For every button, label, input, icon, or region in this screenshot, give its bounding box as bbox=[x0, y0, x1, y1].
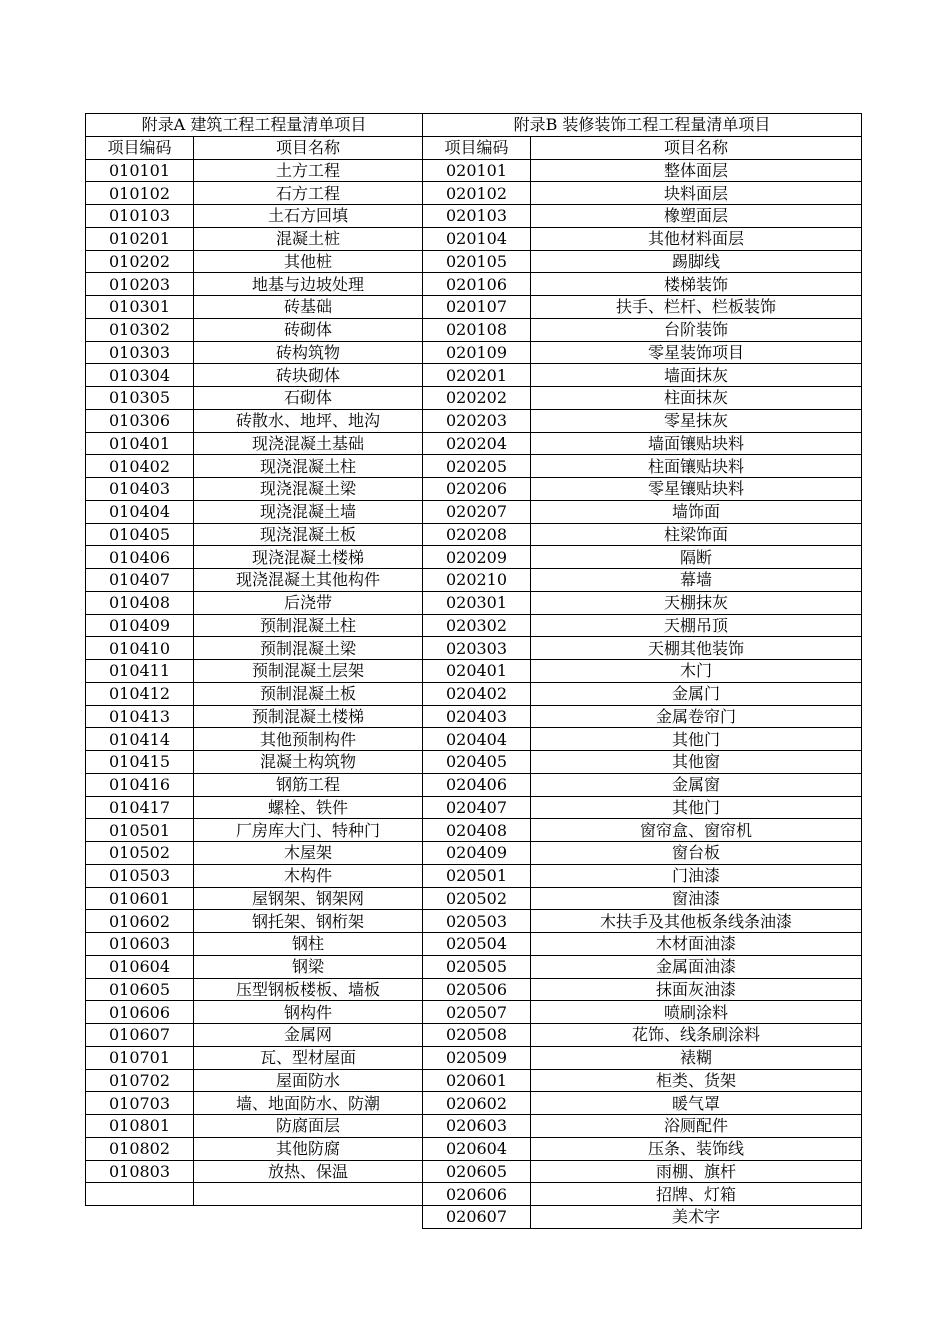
table-row bbox=[423, 1001, 862, 1024]
item-code: 010201 bbox=[86, 227, 194, 250]
item-code: 020604 bbox=[423, 1137, 531, 1160]
appendix-b-title: 附录B 装修装饰工程工程量清单项目 bbox=[423, 114, 862, 137]
table-row bbox=[86, 955, 423, 978]
item-name: 金属卷帘门 bbox=[531, 705, 862, 728]
item-name: 窗帘盒、窗帘机 bbox=[531, 819, 862, 842]
item-name: 螺栓、铁件 bbox=[194, 796, 423, 819]
table-row bbox=[86, 546, 423, 569]
item-name: 裱糊 bbox=[531, 1046, 862, 1069]
table-row bbox=[423, 751, 862, 774]
table-row bbox=[423, 1115, 862, 1138]
item-code: 020208 bbox=[423, 523, 531, 546]
item-name: 土石方回填 bbox=[194, 205, 423, 228]
item-code: 020301 bbox=[423, 591, 531, 614]
item-name: 台阶装饰 bbox=[531, 318, 862, 341]
item-code: 010203 bbox=[86, 273, 194, 296]
item-name: 压型钢板楼板、墙板 bbox=[194, 978, 423, 1001]
table-row bbox=[86, 773, 423, 796]
item-code: 010301 bbox=[86, 296, 194, 319]
item-name: 压条、装饰线 bbox=[531, 1137, 862, 1160]
item-name: 窗油漆 bbox=[531, 887, 862, 910]
item-code: 020407 bbox=[423, 796, 531, 819]
item-name: 其他桩 bbox=[194, 250, 423, 273]
item-name: 柱面抹灰 bbox=[531, 387, 862, 410]
item-code: 010304 bbox=[86, 364, 194, 387]
item-name: 金属网 bbox=[194, 1024, 423, 1047]
item-code: 020408 bbox=[423, 819, 531, 842]
item-name: 扶手、栏杆、栏板装饰 bbox=[531, 296, 862, 319]
item-name: 踢脚线 bbox=[531, 250, 862, 273]
item-name: 美术字 bbox=[531, 1206, 862, 1229]
appendix-a-table bbox=[85, 113, 423, 1206]
table-row bbox=[423, 1160, 862, 1183]
table-row bbox=[423, 591, 862, 614]
item-name: 橡塑面层 bbox=[531, 205, 862, 228]
table-row bbox=[86, 159, 423, 182]
item-name: 柱梁饰面 bbox=[531, 523, 862, 546]
item-code: 010602 bbox=[86, 910, 194, 933]
item-code: 020602 bbox=[423, 1092, 531, 1115]
item-code: 010605 bbox=[86, 978, 194, 1001]
item-name: 砖构筑物 bbox=[194, 341, 423, 364]
table-row bbox=[86, 1137, 423, 1160]
appendix-a-title-row bbox=[86, 114, 423, 137]
table-row bbox=[86, 341, 423, 364]
table-row bbox=[423, 705, 862, 728]
item-name: 预制混凝土楼梯 bbox=[194, 705, 423, 728]
item-code: 010405 bbox=[86, 523, 194, 546]
item-code: 010801 bbox=[86, 1115, 194, 1138]
table-row bbox=[86, 250, 423, 273]
item-code: 010406 bbox=[86, 546, 194, 569]
item-name: 幕墙 bbox=[531, 569, 862, 592]
item-code: 020202 bbox=[423, 387, 531, 410]
table-row bbox=[86, 796, 423, 819]
item-name: 钢筋工程 bbox=[194, 773, 423, 796]
item-name: 其他窗 bbox=[531, 751, 862, 774]
table-row bbox=[423, 796, 862, 819]
table-row bbox=[423, 637, 862, 660]
item-name: 木扶手及其他板条线条油漆 bbox=[531, 910, 862, 933]
item-name: 现浇混凝土板 bbox=[194, 523, 423, 546]
table-row bbox=[423, 910, 862, 933]
item-code: 010102 bbox=[86, 182, 194, 205]
table-row bbox=[423, 455, 862, 478]
item-code: 010606 bbox=[86, 1001, 194, 1024]
item-name: 墙饰面 bbox=[531, 500, 862, 523]
item-name: 天棚抹灰 bbox=[531, 591, 862, 614]
item-name: 楼梯装饰 bbox=[531, 273, 862, 296]
item-code: 010702 bbox=[86, 1069, 194, 1092]
item-name: 屋面防水 bbox=[194, 1069, 423, 1092]
item-code: 020204 bbox=[423, 432, 531, 455]
table-row bbox=[423, 569, 862, 592]
item-code: 010607 bbox=[86, 1024, 194, 1047]
table-row bbox=[86, 273, 423, 296]
item-code: 020504 bbox=[423, 933, 531, 956]
item-name: 隔断 bbox=[531, 546, 862, 569]
item-name: 柱面镶贴块料 bbox=[531, 455, 862, 478]
item-name: 厂房库大门、特种门 bbox=[194, 819, 423, 842]
item-name: 石砌体 bbox=[194, 387, 423, 410]
item-code: 010802 bbox=[86, 1137, 194, 1160]
table-row bbox=[86, 728, 423, 751]
table-row bbox=[86, 387, 423, 410]
table-row bbox=[423, 887, 862, 910]
table-row bbox=[86, 205, 423, 228]
appendix-a-title: 附录A 建筑工程工程量清单项目 bbox=[86, 114, 423, 137]
table-row bbox=[86, 842, 423, 865]
item-code: 010501 bbox=[86, 819, 194, 842]
item-code: 020206 bbox=[423, 478, 531, 501]
item-name: 墙面抹灰 bbox=[531, 364, 862, 387]
item-name: 防腐面层 bbox=[194, 1115, 423, 1138]
item-name: 墙面镶贴块料 bbox=[531, 432, 862, 455]
table-row bbox=[423, 1069, 862, 1092]
item-name: 现浇混凝土楼梯 bbox=[194, 546, 423, 569]
item-code: 010403 bbox=[86, 478, 194, 501]
table-row bbox=[423, 955, 862, 978]
table-row bbox=[423, 614, 862, 637]
table-row bbox=[86, 1069, 423, 1092]
item-code: 010202 bbox=[86, 250, 194, 273]
item-code: 010416 bbox=[86, 773, 194, 796]
item-name: 混凝土桩 bbox=[194, 227, 423, 250]
table-row bbox=[423, 387, 862, 410]
table-row bbox=[86, 978, 423, 1001]
item-name: 现浇混凝土其他构件 bbox=[194, 569, 423, 592]
table-row bbox=[86, 409, 423, 432]
table-row bbox=[423, 773, 862, 796]
table-row bbox=[423, 842, 862, 865]
table-row bbox=[423, 159, 862, 182]
table-row bbox=[86, 819, 423, 842]
item-name: 地基与边坡处理 bbox=[194, 273, 423, 296]
item-code: 020107 bbox=[423, 296, 531, 319]
item-name: 木屋架 bbox=[194, 842, 423, 865]
table-row bbox=[86, 591, 423, 614]
table-row bbox=[423, 478, 862, 501]
table-row bbox=[86, 910, 423, 933]
table-row bbox=[423, 205, 862, 228]
item-code: 010306 bbox=[86, 409, 194, 432]
item-code: 010604 bbox=[86, 955, 194, 978]
item-name: 土方工程 bbox=[194, 159, 423, 182]
item-code: 010409 bbox=[86, 614, 194, 637]
item-code: 020105 bbox=[423, 250, 531, 273]
table-row bbox=[86, 1160, 423, 1183]
column-header-code: 项目编码 bbox=[86, 136, 194, 159]
item-name: 金属面油漆 bbox=[531, 955, 862, 978]
item-code: 020403 bbox=[423, 705, 531, 728]
item-name: 天棚吊顶 bbox=[531, 614, 862, 637]
item-code: 020607 bbox=[423, 1206, 531, 1229]
item-name: 屋钢架、钢架网 bbox=[194, 887, 423, 910]
item-name: 其他门 bbox=[531, 728, 862, 751]
item-name: 门油漆 bbox=[531, 864, 862, 887]
item-code: 010503 bbox=[86, 864, 194, 887]
table-row bbox=[423, 432, 862, 455]
table-row bbox=[86, 864, 423, 887]
item-code: 010414 bbox=[86, 728, 194, 751]
item-name: 砖砌体 bbox=[194, 318, 423, 341]
item-code: 010413 bbox=[86, 705, 194, 728]
table-row bbox=[86, 296, 423, 319]
item-name: 预制混凝土板 bbox=[194, 682, 423, 705]
item-name: 柜类、货架 bbox=[531, 1069, 862, 1092]
item-code: 020302 bbox=[423, 614, 531, 637]
table-row bbox=[86, 614, 423, 637]
item-code: 010408 bbox=[86, 591, 194, 614]
item-name bbox=[194, 1183, 423, 1206]
item-name: 预制混凝土梁 bbox=[194, 637, 423, 660]
table-row bbox=[423, 500, 862, 523]
table-row bbox=[423, 933, 862, 956]
item-code: 020503 bbox=[423, 910, 531, 933]
item-code: 020405 bbox=[423, 751, 531, 774]
item-code: 020209 bbox=[423, 546, 531, 569]
table-row bbox=[423, 409, 862, 432]
item-code: 020505 bbox=[423, 955, 531, 978]
item-code: 020401 bbox=[423, 660, 531, 683]
item-name: 雨棚、旗杆 bbox=[531, 1160, 862, 1183]
table-row bbox=[423, 227, 862, 250]
item-code: 010601 bbox=[86, 887, 194, 910]
item-name: 块料面层 bbox=[531, 182, 862, 205]
table-row bbox=[86, 682, 423, 705]
item-name: 花饰、线条刷涂料 bbox=[531, 1024, 862, 1047]
table-row bbox=[423, 182, 862, 205]
table-row bbox=[86, 887, 423, 910]
table-row bbox=[423, 364, 862, 387]
item-code: 010412 bbox=[86, 682, 194, 705]
item-code: 010703 bbox=[86, 1092, 194, 1115]
item-code: 020207 bbox=[423, 500, 531, 523]
item-code: 010417 bbox=[86, 796, 194, 819]
item-name: 现浇混凝土柱 bbox=[194, 455, 423, 478]
item-name: 金属门 bbox=[531, 682, 862, 705]
item-name: 其他防腐 bbox=[194, 1137, 423, 1160]
item-name: 暖气罩 bbox=[531, 1092, 862, 1115]
table-row bbox=[423, 1206, 862, 1229]
item-name: 石方工程 bbox=[194, 182, 423, 205]
table-row bbox=[423, 318, 862, 341]
item-code: 010701 bbox=[86, 1046, 194, 1069]
item-name: 砖散水、地坪、地沟 bbox=[194, 409, 423, 432]
table-row bbox=[423, 1183, 862, 1206]
item-name: 金属窗 bbox=[531, 773, 862, 796]
item-code: 010603 bbox=[86, 933, 194, 956]
table-row bbox=[86, 1024, 423, 1047]
item-code: 020509 bbox=[423, 1046, 531, 1069]
item-code: 020203 bbox=[423, 409, 531, 432]
table-row bbox=[86, 569, 423, 592]
item-name: 抹面灰油漆 bbox=[531, 978, 862, 1001]
table-row bbox=[86, 432, 423, 455]
table-row bbox=[86, 933, 423, 956]
item-name: 喷刷涂料 bbox=[531, 1001, 862, 1024]
item-code: 010502 bbox=[86, 842, 194, 865]
table-row bbox=[86, 478, 423, 501]
table-row bbox=[86, 364, 423, 387]
item-code: 010411 bbox=[86, 660, 194, 683]
item-name: 瓦、型材屋面 bbox=[194, 1046, 423, 1069]
item-code: 010302 bbox=[86, 318, 194, 341]
table-row bbox=[423, 660, 862, 683]
item-name: 木门 bbox=[531, 660, 862, 683]
appendix-b-table bbox=[422, 113, 862, 1229]
item-code: 010305 bbox=[86, 387, 194, 410]
table-row bbox=[86, 1115, 423, 1138]
item-code: 020501 bbox=[423, 864, 531, 887]
item-code: 020205 bbox=[423, 455, 531, 478]
item-code: 020103 bbox=[423, 205, 531, 228]
item-code: 020409 bbox=[423, 842, 531, 865]
item-name: 浴厕配件 bbox=[531, 1115, 862, 1138]
table-row bbox=[423, 523, 862, 546]
table-row bbox=[86, 455, 423, 478]
item-name: 窗台板 bbox=[531, 842, 862, 865]
item-name: 钢梁 bbox=[194, 955, 423, 978]
item-code: 020502 bbox=[423, 887, 531, 910]
item-code: 020603 bbox=[423, 1115, 531, 1138]
item-name: 现浇混凝土基础 bbox=[194, 432, 423, 455]
table-row bbox=[86, 1183, 423, 1206]
table-row bbox=[86, 637, 423, 660]
table-row bbox=[86, 751, 423, 774]
item-code: 010402 bbox=[86, 455, 194, 478]
item-code: 010415 bbox=[86, 751, 194, 774]
item-name: 零星装饰项目 bbox=[531, 341, 862, 364]
table-row bbox=[423, 978, 862, 1001]
item-name: 混凝土构筑物 bbox=[194, 751, 423, 774]
table-row bbox=[423, 273, 862, 296]
item-name: 预制混凝土层架 bbox=[194, 660, 423, 683]
item-name: 钢柱 bbox=[194, 933, 423, 956]
column-header-name: 项目名称 bbox=[531, 136, 862, 159]
table-row bbox=[423, 864, 862, 887]
item-name: 砖基础 bbox=[194, 296, 423, 319]
table-row bbox=[86, 318, 423, 341]
item-code: 020108 bbox=[423, 318, 531, 341]
table-row bbox=[423, 546, 862, 569]
item-code: 020210 bbox=[423, 569, 531, 592]
table-row bbox=[423, 1092, 862, 1115]
item-code: 010803 bbox=[86, 1160, 194, 1183]
item-name: 其他材料面层 bbox=[531, 227, 862, 250]
table-row bbox=[86, 660, 423, 683]
item-name: 现浇混凝土墙 bbox=[194, 500, 423, 523]
item-name: 其他预制构件 bbox=[194, 728, 423, 751]
table-row bbox=[423, 296, 862, 319]
table-row bbox=[86, 1046, 423, 1069]
table-row bbox=[86, 227, 423, 250]
item-code: 020507 bbox=[423, 1001, 531, 1024]
table-row bbox=[423, 341, 862, 364]
item-name: 零星镶贴块料 bbox=[531, 478, 862, 501]
item-code: 020605 bbox=[423, 1160, 531, 1183]
item-name: 钢托架、钢桁架 bbox=[194, 910, 423, 933]
item-name: 其他门 bbox=[531, 796, 862, 819]
item-code: 020109 bbox=[423, 341, 531, 364]
table-row bbox=[423, 682, 862, 705]
item-code: 020508 bbox=[423, 1024, 531, 1047]
item-code: 010410 bbox=[86, 637, 194, 660]
item-code: 010103 bbox=[86, 205, 194, 228]
item-code: 020404 bbox=[423, 728, 531, 751]
item-code: 020506 bbox=[423, 978, 531, 1001]
item-code: 010101 bbox=[86, 159, 194, 182]
item-code: 020402 bbox=[423, 682, 531, 705]
item-code: 010404 bbox=[86, 500, 194, 523]
item-code: 020406 bbox=[423, 773, 531, 796]
item-name: 木构件 bbox=[194, 864, 423, 887]
table-row bbox=[86, 500, 423, 523]
table-row bbox=[423, 1024, 862, 1047]
item-name: 钢构件 bbox=[194, 1001, 423, 1024]
item-name: 零星抹灰 bbox=[531, 409, 862, 432]
item-code: 020601 bbox=[423, 1069, 531, 1092]
table-row bbox=[86, 1001, 423, 1024]
appendix-a-header-row bbox=[86, 136, 423, 159]
appendix-b-header-row bbox=[423, 136, 862, 159]
item-name: 天棚其他装饰 bbox=[531, 637, 862, 660]
item-code: 010407 bbox=[86, 569, 194, 592]
item-code: 010303 bbox=[86, 341, 194, 364]
item-name: 后浇带 bbox=[194, 591, 423, 614]
item-code: 010401 bbox=[86, 432, 194, 455]
table-row bbox=[86, 705, 423, 728]
item-code: 020606 bbox=[423, 1183, 531, 1206]
table-row bbox=[423, 819, 862, 842]
item-name: 墙、地面防水、防潮 bbox=[194, 1092, 423, 1115]
item-code: 020101 bbox=[423, 159, 531, 182]
item-code: 020104 bbox=[423, 227, 531, 250]
item-name: 木材面油漆 bbox=[531, 933, 862, 956]
item-name: 现浇混凝土梁 bbox=[194, 478, 423, 501]
appendix-b-title-row bbox=[423, 114, 862, 137]
item-name: 招牌、灯箱 bbox=[531, 1183, 862, 1206]
item-name: 放热、保温 bbox=[194, 1160, 423, 1183]
item-name: 砖块砌体 bbox=[194, 364, 423, 387]
table-row bbox=[86, 523, 423, 546]
table-row bbox=[423, 1137, 862, 1160]
table-row bbox=[423, 728, 862, 751]
item-code bbox=[86, 1183, 194, 1206]
column-header-code: 项目编码 bbox=[423, 136, 531, 159]
table-row bbox=[86, 182, 423, 205]
item-code: 020106 bbox=[423, 273, 531, 296]
item-code: 020303 bbox=[423, 637, 531, 660]
table-row bbox=[423, 250, 862, 273]
item-code: 020201 bbox=[423, 364, 531, 387]
item-name: 整体面层 bbox=[531, 159, 862, 182]
table-row bbox=[423, 1046, 862, 1069]
table-row bbox=[86, 1092, 423, 1115]
column-header-name: 项目名称 bbox=[194, 136, 423, 159]
item-name: 预制混凝土柱 bbox=[194, 614, 423, 637]
item-code: 020102 bbox=[423, 182, 531, 205]
